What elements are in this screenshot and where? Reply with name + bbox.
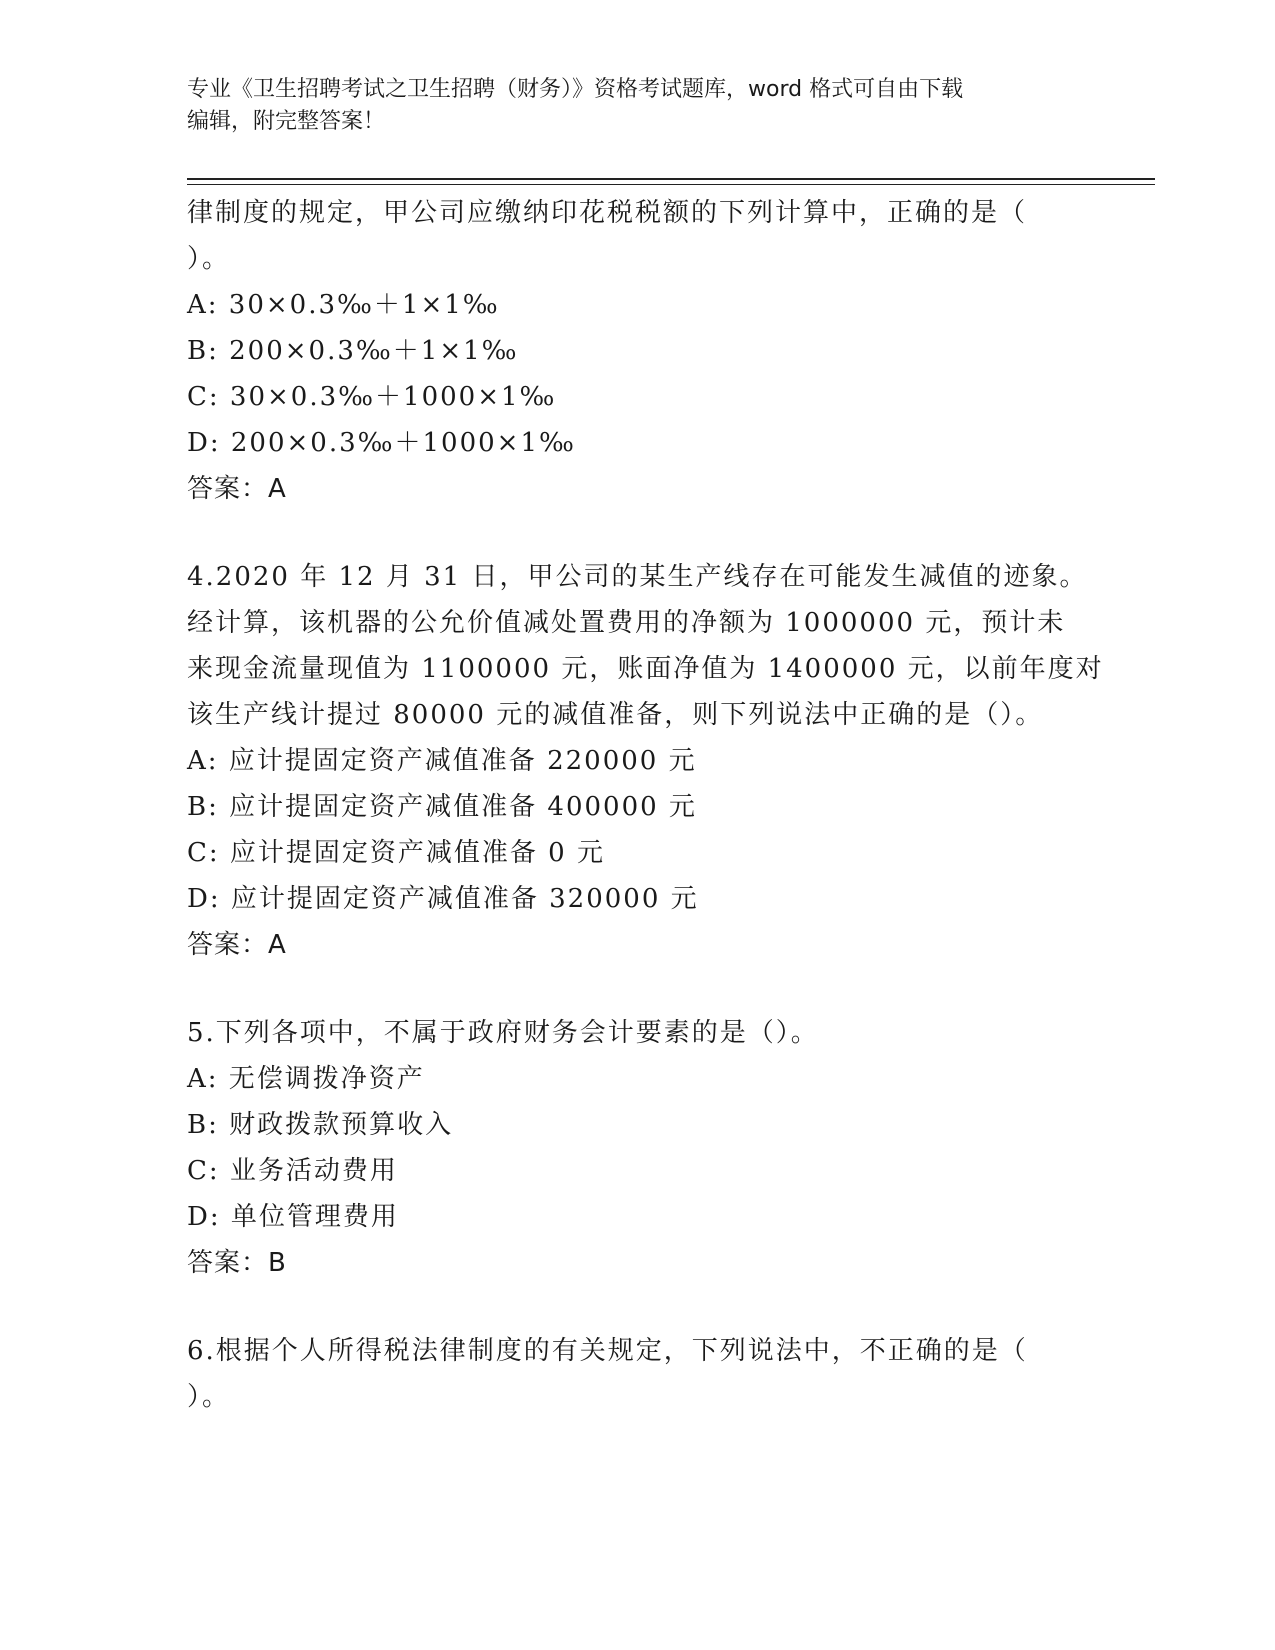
- option-d: D: 200×0.3‰＋1000×1‰: [187, 428, 576, 458]
- question-stem-line: 经计算，该机器的公允价值减处置费用的净额为 1000000 元，预计未: [187, 608, 1066, 638]
- option-b: B: 应计提固定资产减值准备 400000 元: [187, 792, 697, 822]
- document-body: [187, 190, 1104, 1420]
- answer-line: 答案：B: [187, 1248, 287, 1278]
- answer-line: 答案：A: [187, 930, 287, 960]
- question-stem-line: 6.根据个人所得税法律制度的有关规定，下列说法中，不正确的是（: [187, 1336, 1028, 1366]
- option-b: B: 财政拨款预算收入: [187, 1110, 454, 1140]
- question-6: [187, 1328, 1087, 1420]
- question-3: [187, 190, 1087, 512]
- answer-line: 答案：A: [187, 474, 287, 504]
- question-4: [187, 554, 1104, 968]
- option-c: C: 业务活动费用: [187, 1156, 398, 1186]
- question-stem-line: 该生产线计提过 80000 元的减值准备，则下列说法中正确的是（）。: [187, 700, 1044, 730]
- header-rule-thin: [187, 184, 1155, 185]
- option-a: A: 30×0.3‰＋1×1‰: [187, 290, 500, 320]
- header-rule-thick: [187, 178, 1155, 180]
- option-a: A: 无偿调拨净资产: [187, 1064, 425, 1094]
- question-stem-line: 4.2020 年 12 月 31 日，甲公司的某生产线存在可能发生减值的迹象。: [187, 562, 1088, 592]
- question-stem-line: 来现金流量现值为 1100000 元，账面净值为 1400000 元，以前年度对: [187, 654, 1104, 684]
- header-line-2: 编辑，附完整答案！: [187, 109, 386, 134]
- option-c: C: 应计提固定资产减值准备 0 元: [187, 838, 605, 868]
- option-d: D: 单位管理费用: [187, 1202, 399, 1232]
- option-d: D: 应计提固定资产减值准备 320000 元: [187, 884, 699, 914]
- question-stem-line: ）。: [187, 1382, 231, 1412]
- option-b: B: 200×0.3‰＋1×1‰: [187, 336, 519, 366]
- question-stem-line: 律制度的规定，甲公司应缴纳印花税税额的下列计算中，正确的是（: [187, 198, 1028, 228]
- document-header: [187, 74, 1087, 138]
- question-stem-line: 5.下列各项中，不属于政府财务会计要素的是（）。: [187, 1018, 819, 1048]
- option-a: A: 应计提固定资产减值准备 220000 元: [187, 746, 697, 776]
- question-stem-line: ）。: [187, 244, 231, 274]
- option-c: C: 30×0.3‰＋1000×1‰: [187, 382, 557, 412]
- header-line-1: 专业《卫生招聘考试之卫生招聘（财务）》资格考试题库，word 格式可自由下载: [187, 77, 964, 102]
- question-5: [187, 1010, 1087, 1286]
